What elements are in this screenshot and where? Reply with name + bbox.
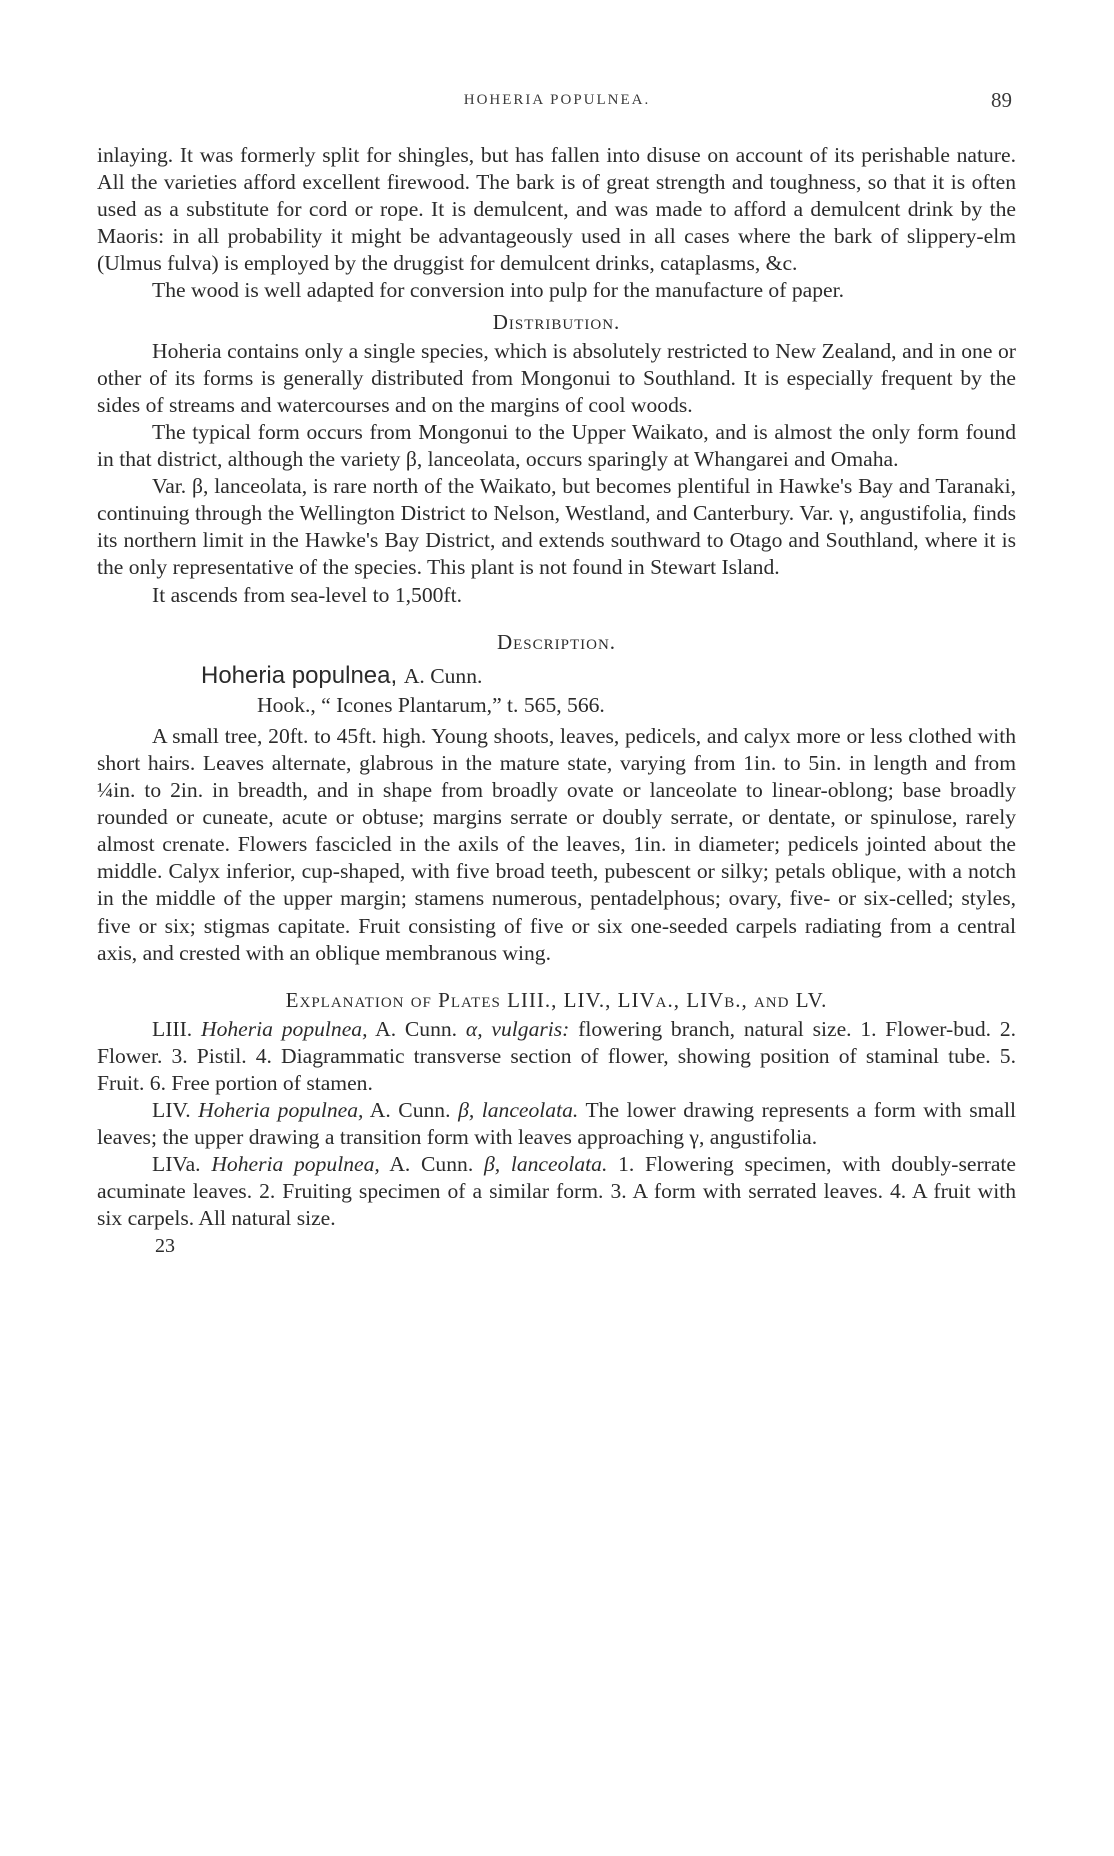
plate-variety: β, lanceolata. — [483, 1152, 608, 1177]
plate-species-name: Hoheria populnea, — [211, 1152, 380, 1177]
plate-species-author: A. Cunn. — [389, 1152, 474, 1177]
distribution-paragraph-2: The typical form occurs from Mongonui to the Upper Waikato, and is almost the only form found in that district, although the variety β, lanceolata, occurs sparingly at Whangarei and Omaha. — [97, 419, 1016, 472]
plate-description: The lower drawing represents a form with small leaves; the upper drawing a transition form with leaves approaching γ, angustifolia. — [97, 1098, 1016, 1150]
species-title — [201, 662, 1016, 690]
body-text — [97, 142, 1016, 1260]
distribution-paragraph-1: Hoheria contains only a single species, which is absolutely restricted to New Zealand, and in one or other of its forms is generally distributed from Mongonui to Southland. It is especially frequent by the sides of streams and watercourses and on the margins of cool woods. — [97, 338, 1016, 417]
species-reference: Hook., “ Icones Plantarum,” t. 565, 566. — [257, 692, 605, 717]
plate-description: 1. Flowering specimen, with doubly-serrate acuminate leaves. 2. Fruiting specimen of a similar form. 3. A form with serrated leaves. 4. A fruit with six carpels. All natural size. — [97, 1152, 1017, 1231]
plate-entry-liva — [97, 1151, 1016, 1232]
description-heading: Description. — [496, 629, 617, 654]
explanation-heading: Explanation of Plates LIII., LIV., LIVa., LIVb., and LV. — [285, 987, 828, 1012]
species-name: Hoheria populnea, — [201, 661, 398, 689]
plate-label: LIII. — [152, 1016, 193, 1041]
distribution-paragraph-4: It ascends from sea-level to 1,500ft. — [152, 582, 463, 607]
plate-entry-liv — [97, 1097, 1016, 1151]
plate-species-author: A. Cunn. — [375, 1016, 458, 1041]
running-head: HOHERIA POPULNEA. — [463, 92, 651, 108]
page-number: 89 — [991, 88, 1012, 112]
distribution-heading: Distribution. — [492, 309, 621, 334]
plate-label: LIV. — [152, 1098, 191, 1123]
paragraph-wood-pulp: The wood is well adapted for conversion into pulp for the manufacture of paper. — [152, 278, 844, 303]
plate-species-name: Hoheria populnea, — [198, 1098, 364, 1123]
plate-description: flowering branch, natural size. 1. Flower-bud. 2. Flower. 3. Pistil. 4. Diagrammatic transverse section of flower, showing position of staminal tube. 5. Fruit. 6. Free portion of stamen. — [97, 1016, 1017, 1095]
plate-species-name: Hoheria populnea, — [200, 1016, 368, 1041]
plate-variety: α, vulgaris: — [465, 1016, 570, 1041]
distribution-paragraph-3: Var. β, lanceolata, is rare north of the Waikato, but becomes plentiful in Hawke's Bay and Taranaki, continuing through the Wellington District to Nelson, Westland, and Canterbury. Var. γ, angustifolia, finds its northern limit in the Hawke's Bay District, and extends southward to Otago and Southland, where it is the only representative of the species. This plant is not found in Stewart Island. — [97, 474, 1016, 580]
paragraph-continuation: inlaying. It was formerly split for shingles, but has fallen into disuse on account of its perishable nature. All the varieties afford excellent firewood. The bark is of great strength and toughness, so that it is often used as a substitute for cord or rope. It is demulcent, and was made to afford a demulcent drink by the Maoris: in all probability it might be advantageously used in all cases where the bark of slippery-elm (Ulmus fulva) is employed by the druggist for demulcent drinks, cataplasms, &c. — [97, 143, 1016, 276]
description-paragraph: A small tree, 20ft. to 45ft. high. Young shoots, leaves, pedicels, and calyx more or less clothed with short hairs. Leaves alternate, glabrous in the mature state, varying from 1in. to 5in. in length and from ¼in. to 2in. in breadth, and in shape from broadly ovate or lanceolate to linear-oblong; base broadly rounded or cuneate, acute or obtuse; margins serrate or doubly serrate, or dentate, or spinulose, rarely almost crenate. Flowers fascicled in the axils of the leaves, 1in. in diameter; pedicels jointed about the middle. Calyx inferior, cup-shaped, with five broad teeth, pubescent or silky; petals oblique, with a notch in the middle of the upper margin; stamens numerous, pentadelphous; ovary, five- or six-celled; styles, five or six; stigmas capitate. Fruit consisting of five or six one-seeded carpels radiating from a central axis, and crested with an oblique membranous wing. — [97, 723, 1016, 965]
signature-mark: 23 — [155, 1234, 175, 1257]
plate-variety: β, lanceolata. — [458, 1098, 579, 1123]
species-author: A. Cunn. — [403, 663, 483, 688]
plate-label: LIVa. — [152, 1152, 201, 1177]
plate-entry-liii — [97, 1016, 1016, 1097]
plate-species-author: A. Cunn. — [369, 1098, 451, 1123]
